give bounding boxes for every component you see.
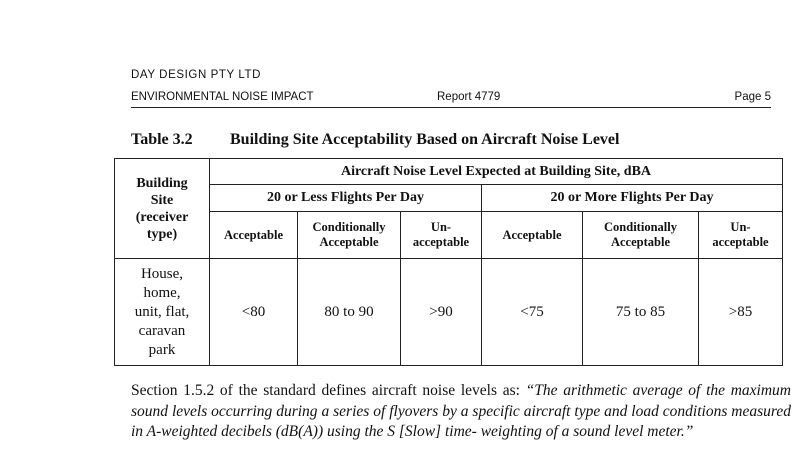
col-header-conditionally-acceptable [298, 212, 401, 259]
col-header-line: Acceptable [319, 235, 379, 249]
col-header-conditionally-acceptable [583, 212, 699, 259]
site-type-line: park [148, 341, 176, 358]
table-title: Building Site Acceptability Based on Aircraft Noise Level [230, 131, 620, 148]
value-cell: <80 [210, 259, 298, 366]
paragraph-quote: “The arithmetic average of the maximum sound levels occurring during a series of flyovers by a specific aircraft type and load conditions measured in A-weighted decibels (dB(A)) using the S [Slow] time- weighting of a sound level meter.” [131, 382, 792, 440]
col-header-acceptable [482, 212, 583, 259]
value-cell: 75 to 85 [583, 259, 699, 366]
col-header-line: Acceptable [502, 227, 562, 242]
value-cell: <75 [482, 259, 583, 366]
site-type-line: caravan [138, 322, 186, 339]
site-type-line: House, [140, 265, 184, 282]
building-site-header-line: (receiver [135, 209, 189, 225]
site-type-line: unit, flat, [134, 303, 190, 320]
value-cell: 80 to 90 [298, 259, 401, 366]
value-cell: >85 [699, 259, 783, 366]
col-header-line: Acceptable [610, 235, 670, 249]
building-site-header [115, 159, 210, 259]
building-site-header-line: type) [146, 226, 178, 242]
col-header-line: acceptable [412, 235, 470, 249]
report-subject: ENVIRONMENTAL NOISE IMPACT [131, 91, 314, 103]
report-number: Report 4779 [437, 91, 501, 103]
table-number: Table 3.2 [131, 131, 193, 148]
page-number: Page 5 [734, 91, 771, 103]
col-header-unacceptable [401, 212, 482, 259]
col-header-line: Conditionally [312, 220, 386, 234]
definition-paragraph [131, 381, 791, 443]
group-header-less-flights: 20 or Less Flights Per Day [210, 185, 482, 212]
report-header-line [131, 91, 771, 108]
noise-level-header: Aircraft Noise Level Expected at Building Site, dBA [210, 159, 783, 185]
col-header-line: acceptable [712, 235, 769, 249]
company-name: DAY DESIGN PTY LTD [131, 69, 262, 81]
col-header-line: Un- [730, 220, 751, 234]
noise-acceptability-table [114, 158, 783, 366]
col-header-line: Conditionally [604, 220, 677, 234]
site-type-line: home, [143, 284, 181, 301]
col-header-unacceptable [699, 212, 783, 259]
building-site-header-line: Site [150, 192, 174, 208]
col-header-line: Un- [430, 220, 452, 234]
site-type-cell [115, 259, 210, 366]
col-header-acceptable [210, 212, 298, 259]
col-header-line: Acceptable [223, 227, 283, 242]
group-header-more-flights: 20 or More Flights Per Day [482, 185, 783, 212]
paragraph-intro: Section 1.5.2 of the standard defines aircraft noise levels as: [131, 382, 526, 399]
building-site-header-line: Building [136, 175, 188, 191]
value-cell: >90 [401, 259, 482, 366]
